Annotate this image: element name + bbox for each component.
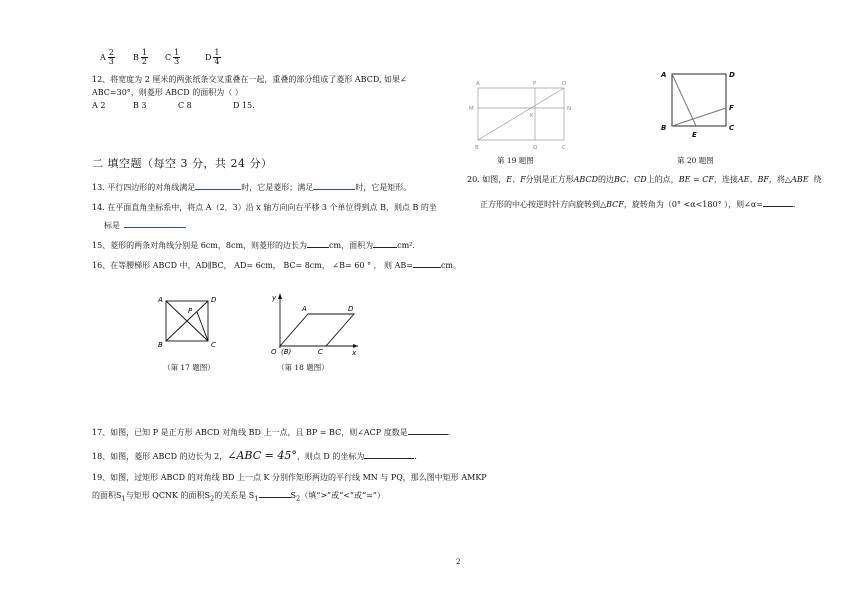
q20-line2 xyxy=(480,200,795,210)
segment-ae xyxy=(672,74,696,126)
figure-18 xyxy=(262,290,362,358)
q20-text: ，旋转角为（0° <α<180° ），则∠α= xyxy=(623,200,763,209)
q20-text: 20. 如图， xyxy=(467,175,507,184)
q18-text: ，则点 D 的坐标为 xyxy=(296,452,365,461)
q12-line1: 12、将宽度为 2 厘米的两张纸条交叉重叠在一起，重叠的部分组成了菱形 ABCD, 如果∠ xyxy=(92,75,407,84)
q19-sub: 1 xyxy=(254,494,259,503)
section-title: 二 填空题（每空 3 分，共 24 分） xyxy=(92,157,273,170)
fraction xyxy=(213,49,220,67)
q18-angle: ∠ABC = 45° xyxy=(227,449,297,462)
q20-math: ABE xyxy=(791,175,809,184)
q13-blank-2[interactable] xyxy=(313,189,355,190)
denominator: 4 xyxy=(214,57,220,67)
numerator: 2 xyxy=(108,48,114,57)
label-c: C xyxy=(729,124,735,132)
label-a: A xyxy=(302,305,307,313)
q18-text: 18、如图，菱形 ABCD 的边长为 2， xyxy=(92,452,228,461)
q19-sub: 1 xyxy=(121,494,126,503)
q20-text: 绕 xyxy=(813,175,822,184)
q13-text: 13. 平行四边形的对角线满足 xyxy=(92,183,196,192)
q11-option-c xyxy=(165,49,182,67)
label-o: O xyxy=(271,348,277,356)
q17-text: . xyxy=(447,428,451,437)
label-c: C xyxy=(318,348,323,356)
label-p: P xyxy=(533,81,537,87)
label-c: C xyxy=(562,145,566,151)
q14-blank[interactable] xyxy=(124,227,186,228)
option-letter: C xyxy=(165,52,172,62)
label-k: K xyxy=(530,113,534,119)
q14-line2 xyxy=(104,221,186,231)
q16-blank[interactable] xyxy=(413,267,441,268)
q15-blank-1[interactable] xyxy=(307,247,329,248)
q14-text: 标是 xyxy=(104,221,120,230)
q15-blank-2[interactable] xyxy=(373,247,397,248)
q19-sub: 2 xyxy=(209,494,215,503)
label-a: A xyxy=(476,81,480,87)
label-p: P xyxy=(188,307,193,315)
q19-text: S xyxy=(290,491,296,500)
label-y: y xyxy=(272,294,277,302)
figure-17-caption: （第 17 题图） xyxy=(163,363,215,372)
figure-20 xyxy=(654,66,744,142)
denominator: 3 xyxy=(108,57,114,67)
figure-20-caption: 第 20 题图 xyxy=(677,156,714,165)
q20-text: 分别是正方形 xyxy=(525,175,574,184)
q13-blank-1[interactable] xyxy=(195,189,241,190)
q15 xyxy=(92,241,415,251)
q20-text: . xyxy=(792,200,796,209)
q11-option-d xyxy=(205,49,223,67)
q19-line2 xyxy=(92,491,385,503)
figure-17 xyxy=(155,292,225,354)
figure-19-caption: 第 19 题图 xyxy=(497,156,534,165)
q17-blank[interactable] xyxy=(408,434,448,435)
q15-text: 15、菱形的两条对角线分别是 6cm，8cm，则菱形的边长为 xyxy=(92,241,308,250)
q18-blank[interactable] xyxy=(364,458,414,459)
q19-line1: 19、如图，过矩形 ABCD 的对角线 BD 上一点 K 分别作矩形两边的平行线 MN 与 PQ，那么图中矩形 AMKP xyxy=(92,473,487,482)
q20-text: ，连接 xyxy=(713,175,738,184)
label-d: D xyxy=(211,296,217,304)
q19-text: 与矩形 QCNK 的面积S xyxy=(125,491,210,500)
label-d: D xyxy=(562,81,567,87)
denominator: 3 xyxy=(174,57,180,67)
q20-math: E、F xyxy=(506,175,526,184)
q19-text: 的关系是 S xyxy=(214,491,255,500)
q20-text: 正方形的中心按逆时针方向旋转到△ xyxy=(480,200,607,209)
label-b: B xyxy=(158,341,163,349)
q17-text: 17、如图，已知 P 是正方形 ABCD 对角线 BD 上一点，且 BP = BC，则∠ACP 度数是 xyxy=(92,428,408,437)
figure-18-caption: （第 18 题图） xyxy=(277,363,329,372)
denominator: 2 xyxy=(141,57,147,67)
q13 xyxy=(92,183,411,193)
option-letter: B xyxy=(133,52,139,62)
q20-text: 的边 xyxy=(598,175,614,184)
label-b: B xyxy=(475,145,479,151)
label-d: D xyxy=(729,71,735,79)
label-a: A xyxy=(158,296,163,304)
fraction xyxy=(108,49,115,67)
option-letter: A xyxy=(100,52,106,62)
fraction xyxy=(141,49,148,67)
label-f: F xyxy=(729,104,734,112)
q19-sub: 2 xyxy=(295,494,301,503)
q20-math: ABCD xyxy=(573,175,598,184)
square-abcd xyxy=(672,74,726,126)
figure-19 xyxy=(466,78,578,152)
q12-option-d: D 15. xyxy=(233,101,255,110)
q20-text: ，将△ xyxy=(768,175,792,184)
q13-text: 时，它是矩形。 xyxy=(355,183,412,192)
q12-line2: ABC=30°，则菱形 ABCD 的面积为（ ） xyxy=(92,88,243,97)
q19-text: （填“>”或“<”或“=”） xyxy=(300,491,385,500)
page-number: 2 xyxy=(456,558,461,566)
q11-option-a xyxy=(100,49,117,67)
fraction xyxy=(173,49,180,67)
q20-math: BC、CD xyxy=(614,175,647,184)
label-x: x xyxy=(352,349,357,357)
q19-blank[interactable] xyxy=(259,497,291,498)
q20-math: BCF xyxy=(606,200,624,209)
q16-text: 16、在等腰梯形 ABCD 中，AD∥BC， AD= 6cm， BC= 8cm， ∠B= 60 ° ， 则 AB= xyxy=(92,261,413,270)
label-b: (B) xyxy=(281,348,292,356)
q20-text: 上的点， xyxy=(646,175,679,184)
x-axis-arrow xyxy=(353,344,358,348)
rhombus-abcd xyxy=(280,314,354,346)
q11-option-b xyxy=(133,49,150,67)
q19-text: 的面积S xyxy=(92,491,122,500)
label-d: D xyxy=(348,305,354,313)
label-b: B xyxy=(661,124,667,132)
label-n: N xyxy=(567,106,572,112)
q13-text: 时，它是菱形；满足 xyxy=(241,183,314,192)
y-axis-arrow xyxy=(278,293,282,299)
label-m: M xyxy=(469,106,474,112)
q16 xyxy=(92,261,461,271)
numerator: 1 xyxy=(141,48,147,57)
diagonal-bd xyxy=(478,88,564,140)
label-e: E xyxy=(692,131,697,139)
label-c: C xyxy=(211,341,216,349)
label-q: Q xyxy=(533,145,538,151)
q20-math: AE、BF xyxy=(737,175,769,184)
q16-text: cm。 xyxy=(440,261,462,270)
q15-text: cm². xyxy=(397,241,415,250)
q20-blank[interactable] xyxy=(763,206,793,207)
q20-math: BE = CF xyxy=(678,175,714,184)
q17 xyxy=(92,428,450,438)
q20-line1 xyxy=(467,175,822,185)
q12-option-b: B 3 xyxy=(133,101,147,110)
segment-pc xyxy=(197,312,208,341)
q14-line1: 14. 在平面直角坐标系中，将点 A（2，3）沿 x 轴方向向右平移 3 个单位得到点 B，则点 B 的坐 xyxy=(92,203,437,212)
q12-option-a: A 2 xyxy=(92,101,106,110)
label-a: A xyxy=(661,71,667,79)
q15-text: cm，面积为 xyxy=(329,241,374,250)
q12-option-c: C 8 xyxy=(178,101,192,110)
option-letter: D xyxy=(205,52,212,62)
q18 xyxy=(92,449,417,463)
q18-text: . xyxy=(414,452,417,461)
segment-bf xyxy=(672,108,726,126)
numerator: 1 xyxy=(214,48,220,57)
numerator: 1 xyxy=(174,48,180,57)
